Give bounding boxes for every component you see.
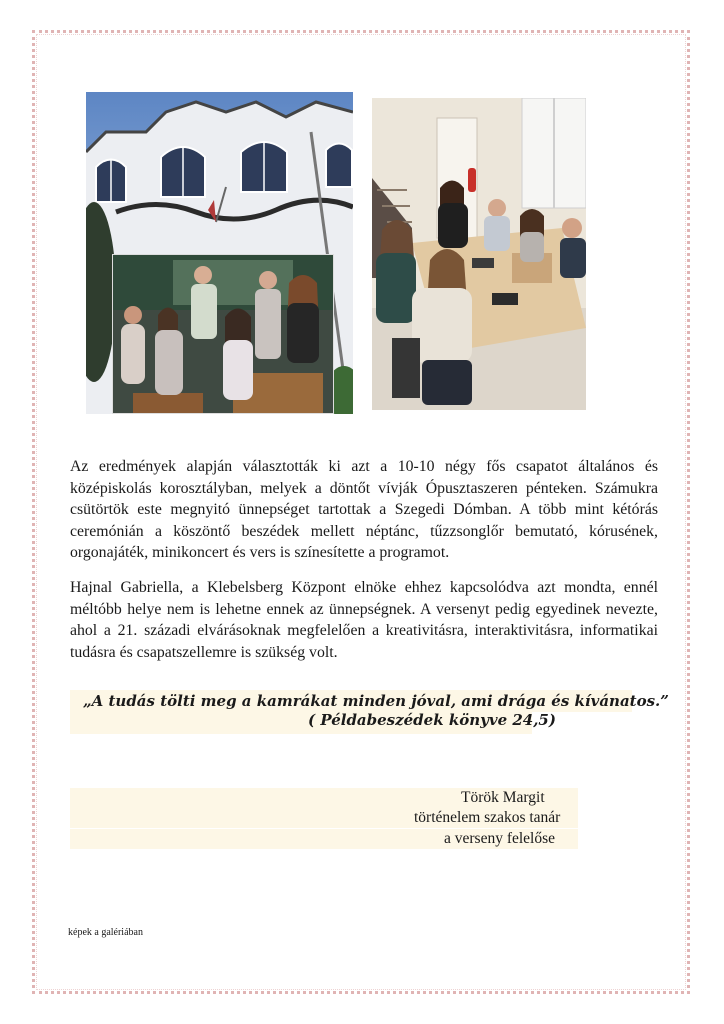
bible-quote: „A tudás tölti meg a kamrákat minden jóval, ami drága és kívánatos.”: [83, 692, 669, 710]
students-at-table-photo: [372, 98, 586, 410]
students-in-classroom-illustration: [113, 255, 334, 414]
gallery-note: képek a galériában: [68, 927, 143, 938]
signature-role: történelem szakos tanár: [414, 809, 561, 826]
article-paragraph: Hajnal Gabriella, a Klebelsberg Központ elnöke ehhez kapcsolódva azt mondta, ennél méltóbb helye nem is lehetne ennek az ünnepségnek. A versenyt pedig egyedinek nevezte, ahol a 21. századi elvárásoknak megfelelően a kreativitásra, interaktivitásra, informatikai tudásra és csapatszellemre is szükség volt.: [70, 579, 658, 661]
students-at-table-illustration: [372, 98, 586, 410]
signature-name: Török Margit: [461, 789, 545, 806]
signature-responsibility: a verseny felelőse: [444, 830, 556, 847]
students-in-classroom-photo: [112, 254, 334, 414]
quote-source: ( Példabeszédek könyve 24,5): [308, 711, 556, 729]
article-paragraph: Az eredmények alapján választották ki azt a 10-10 négy fős csapatot általános és középiskolás korosztályban, melyek a döntőt vívják Ópusztaszeren pénteken. Számukra csütörtök este megnyitó ünnepséget tartottak a Szegedi Dómban. A több mint kétórás ceremónián a köszöntő beszédek mellett néptánc, tűzzsonglőr bemutató, kórusének, orgonajáték, minikoncert és vers is színesítette a programot.: [70, 458, 658, 561]
